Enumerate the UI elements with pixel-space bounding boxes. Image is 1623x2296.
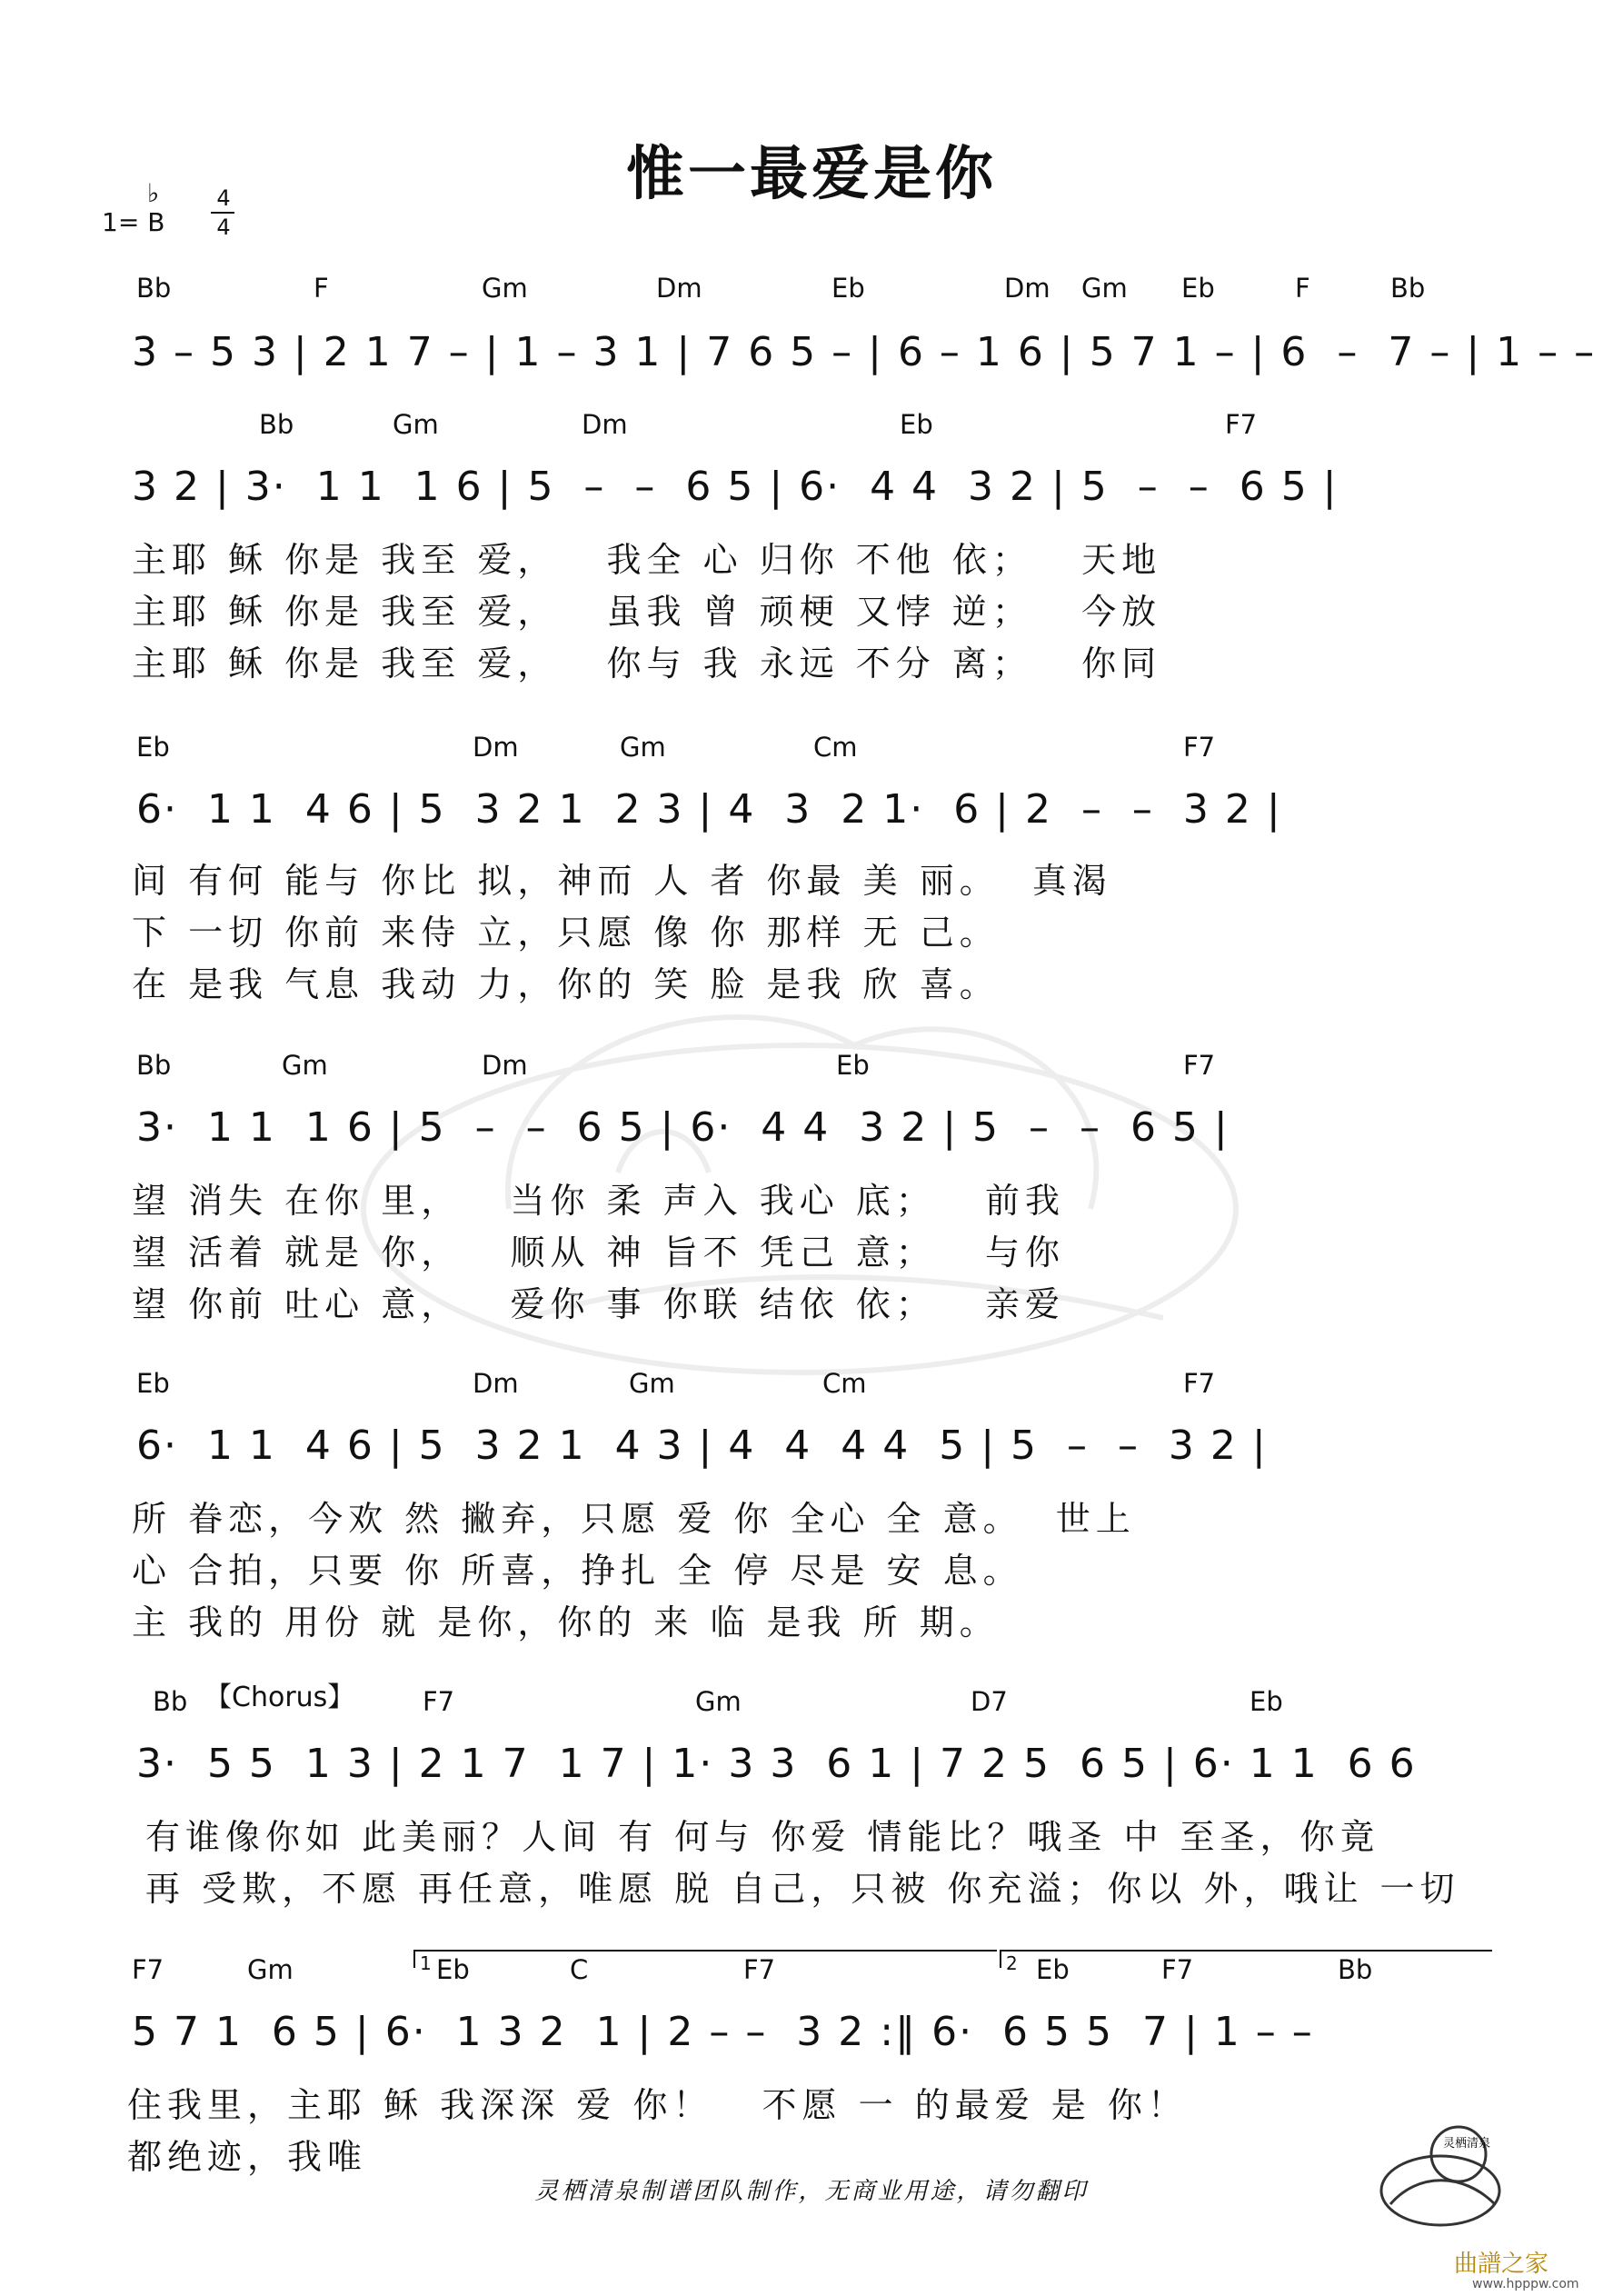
first-ending-bracket bbox=[413, 1950, 997, 1968]
lyric-line: 间 有何 能与 你比 拟，神而 人 者 你最 美 丽。 真渴 bbox=[132, 861, 1112, 901]
key-signature bbox=[102, 207, 164, 237]
chord: Gm bbox=[1081, 273, 1128, 304]
chord: F bbox=[1295, 273, 1310, 304]
lyric-line: 都绝迹，我唯 bbox=[127, 2137, 368, 2177]
chord: Cm bbox=[813, 732, 858, 763]
chord: Bb bbox=[136, 1050, 172, 1081]
chord: F7 bbox=[423, 1686, 455, 1717]
chord: Gm bbox=[620, 732, 666, 763]
lyric-line: 主耶 稣 你是 我至 爱， 我全 心 归你 不他 依； 天地 bbox=[132, 540, 1162, 580]
time-numerator: 4 bbox=[216, 185, 231, 211]
chord: Eb bbox=[136, 732, 170, 763]
second-ending-number: 2 bbox=[1006, 1952, 1018, 1974]
chord: F7 bbox=[1225, 409, 1258, 440]
lyric-line: 所 眷恋，今欢 然 撇弃，只愿 爱 你 全心 全 意。 世上 bbox=[132, 1499, 1136, 1539]
chord: Bb bbox=[136, 273, 172, 304]
chord: Gm bbox=[482, 273, 528, 304]
chord: F7 bbox=[132, 1954, 164, 1985]
lyric-line: 望 你前 吐心 意， 爱你 事 你联 结依 依； 亲爱 bbox=[132, 1284, 1066, 1324]
chord: Gm bbox=[247, 1954, 294, 1985]
chord: F7 bbox=[1183, 1050, 1216, 1081]
chord: Eb bbox=[436, 1954, 470, 1985]
chord: Bb bbox=[153, 1686, 188, 1717]
chord: F7 bbox=[1183, 1368, 1216, 1399]
chord: Dm bbox=[582, 409, 628, 440]
lyric-line: 望 消失 在你 里， 当你 柔 声入 我心 底； 前我 bbox=[132, 1181, 1066, 1221]
chord: D7 bbox=[971, 1686, 1008, 1717]
chord: Dm bbox=[482, 1050, 528, 1081]
notation-line: 3· 1 1 1 6 | 5 – – 6 5 | 6· 4 4 3 2 | 5 – – 6 5 | bbox=[136, 1104, 1230, 1151]
lyric-line: 下 一切 你前 来侍 立，只愿 像 你 那样 无 己。 bbox=[132, 913, 1000, 953]
brand-logo: 曲譜之家 bbox=[1454, 2251, 1549, 2278]
studio-logo bbox=[1372, 2118, 1508, 2236]
second-ending-bracket bbox=[1000, 1950, 1492, 1968]
chord: Gm bbox=[282, 1050, 328, 1081]
chord: Eb bbox=[836, 1050, 870, 1081]
chord: F7 bbox=[743, 1954, 776, 1985]
chord: Eb bbox=[900, 409, 933, 440]
time-signature bbox=[211, 186, 236, 239]
lyric-line: 心 合拍，只要 你 所喜，挣扎 全 停 尽是 安 息。 bbox=[132, 1551, 1023, 1591]
chord: Eb bbox=[1181, 273, 1215, 304]
brand-url: www.hpppw.com bbox=[1472, 2277, 1579, 2291]
chord: Bb bbox=[1338, 1954, 1373, 1985]
flat-symbol: ♭ bbox=[147, 178, 160, 208]
time-denominator: 4 bbox=[216, 215, 231, 240]
notation-line: 3· 5 5 1 3 | 2 1 7 1 7 | 1· 3 3 6 1 | 7 2 5 6 5 | 6· 1 1 6 6 bbox=[136, 1741, 1417, 1787]
lyric-line: 住我里，主耶 稣 我深深 爱 你！ 不愿 一 的最爱 是 你！ bbox=[127, 2085, 1188, 2125]
lyric-line: 主 我的 用份 就 是你，你的 来 临 是我 所 期。 bbox=[132, 1602, 1000, 1642]
footer-credit: 灵栖清泉制谱团队制作，无商业用途，请勿翻印 bbox=[534, 2178, 1089, 2205]
lyric-line: 主耶 稣 你是 我至 爱， 你与 我 永远 不分 离； 你同 bbox=[132, 644, 1162, 684]
first-ending-number: 1 bbox=[420, 1952, 432, 1974]
chord: Eb bbox=[831, 273, 865, 304]
notation-line: 3 – 5 3 | 2 1 7 – | 1 – 3 1 | 7 6 5 – | 6 – 1 6 | 5 7 1 – | 6 – 7 – | 1 – – bbox=[132, 329, 1597, 375]
lyric-line: 再 受欺，不愿 再任意，唯愿 脱 自己，只被 你充溢；你以 外，哦让 一切 bbox=[145, 1869, 1460, 1909]
chord: Bb bbox=[259, 409, 294, 440]
chord: Gm bbox=[629, 1368, 675, 1399]
key-label: 1= bbox=[102, 207, 140, 237]
notation-line: 5 7 1 6 5 | 6· 1 3 2 1 | 2 – – 3 2 :‖ 6· 6 5 5 7 | 1 – – bbox=[132, 2009, 1314, 2055]
chord: Eb bbox=[1250, 1686, 1283, 1717]
chord: Bb bbox=[1390, 273, 1426, 304]
chord: Dm bbox=[473, 732, 519, 763]
chord: F7 bbox=[1183, 732, 1216, 763]
chord: Dm bbox=[1004, 273, 1050, 304]
lyric-line: 主耶 稣 你是 我至 爱， 虽我 曾 顽梗 又悖 逆； 今放 bbox=[132, 592, 1162, 632]
chord: Eb bbox=[1036, 1954, 1070, 1985]
chord: Cm bbox=[822, 1368, 867, 1399]
notation-line: 3 2 | 3· 1 1 1 6 | 5 – – 6 5 | 6· 4 4 3 2 | 5 – – 6 5 | bbox=[132, 464, 1339, 510]
chord: Dm bbox=[473, 1368, 519, 1399]
key-note: B bbox=[147, 207, 165, 237]
lyric-line: 望 活着 就是 你， 顺从 神 旨不 凭己 意； 与你 bbox=[132, 1233, 1066, 1273]
chorus-label: 【Chorus】 bbox=[204, 1682, 355, 1713]
notation-line: 6· 1 1 4 6 | 5 3 2 1 2 3 | 4 3 2 1· 6 | 2 – – 3 2 | bbox=[136, 786, 1282, 833]
logo-text: 灵栖清泉 bbox=[1443, 2137, 1491, 2151]
lyric-line: 有谁像你如 此美丽？人间 有 何与 你爱 情能比？哦圣 中 至圣，你竟 bbox=[145, 1817, 1380, 1857]
chord: Eb bbox=[136, 1368, 170, 1399]
chord: Gm bbox=[393, 409, 439, 440]
lyric-line: 在 是我 气息 我动 力，你的 笑 脸 是我 欣 喜。 bbox=[132, 964, 1000, 1004]
chord: Dm bbox=[656, 273, 702, 304]
notation-line: 6· 1 1 4 6 | 5 3 2 1 4 3 | 4 4 4 4 5 | 5 – – 3 2 | bbox=[136, 1423, 1268, 1469]
chord: Gm bbox=[695, 1686, 742, 1717]
chord: F bbox=[314, 273, 329, 304]
song-title: 惟一最爱是你 bbox=[626, 141, 997, 208]
chord: F7 bbox=[1161, 1954, 1194, 1985]
chord: C bbox=[570, 1954, 589, 1985]
